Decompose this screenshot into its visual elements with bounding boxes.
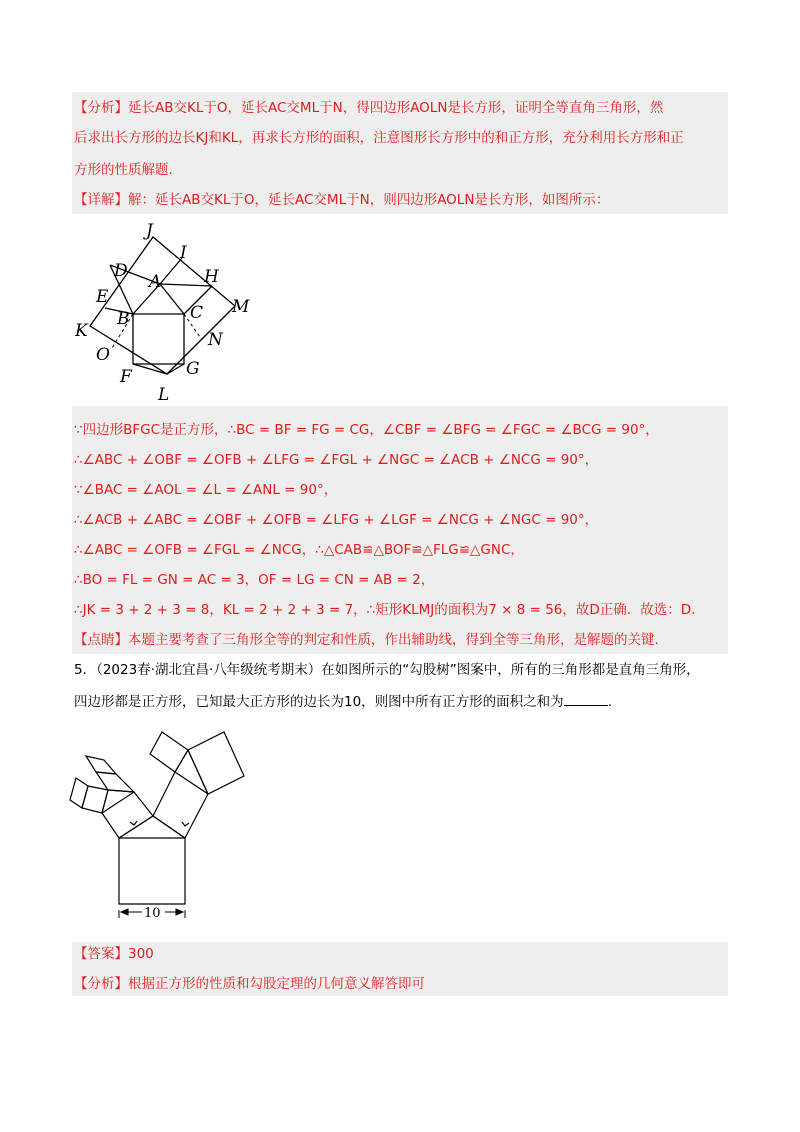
square-tiny-1 [70, 778, 88, 808]
label-j: J [146, 221, 153, 241]
label-n: N [208, 330, 223, 350]
comment-text: 本题主要考查了三角形全等的判定和性质，作出辅助线，得到全等三角形，是解题的关键. [128, 632, 659, 648]
label-i: I [180, 243, 187, 263]
question5-text-2: 四边形都是正方形，已知最大正方形的边长为10，则图中所有正方形的面积之和为 [74, 694, 564, 710]
detail-line [74, 190, 609, 210]
analysis1-line3: 方形的性质解题. [74, 162, 173, 178]
analysis1-text-1: 延长AB交KL于O，延长AC交ML于N，得四边形AOLN是长方形，证明全等直角三角形，然 [128, 100, 664, 116]
label-b: B [117, 309, 130, 329]
largest-square [119, 838, 185, 904]
proof-step-2: ∴∠ABC + ∠OBF = ∠OFB + ∠LFG = ∠FGL + ∠NGC = ∠ACB + ∠NCG = 90°， [74, 452, 599, 468]
right-angle-mark-1 [182, 822, 189, 826]
proof-step-1: ∵四边形BFGC是正方形，∴BC = BF = FG = CG，∠CBF = ∠BFG = ∠FGC = ∠BCG = 90°， [74, 422, 659, 438]
square-tiny-2 [86, 756, 116, 774]
analysis2-tag: 【分析】 [74, 976, 128, 992]
proof-step-4: ∴∠ACB + ∠ABC = ∠OBF + ∠OFB = ∠LFG + ∠LGF = ∠NCG + ∠NGC = 90°， [74, 512, 599, 528]
proof-step-6: ∴BO = FL = GN = AC = 3，OF = LG = CN = AB = 2， [74, 572, 435, 588]
right-angle-mark-2 [130, 821, 137, 825]
analysis1-tag: 【分析】 [74, 100, 128, 116]
label-l: L [158, 385, 170, 405]
proof-step-3: ∵∠BAC = ∠AOL = ∠L = ∠ANL = 90°， [74, 482, 338, 498]
analysis2-line [74, 974, 425, 994]
answer-line [74, 944, 154, 964]
analysis1-line1 [74, 98, 663, 118]
label-g: G [186, 359, 200, 379]
figure-rectangle-klmj [72, 220, 252, 406]
comment-tag: 【点睛】 [74, 632, 128, 648]
question5-line2: 四边形都是正方形，已知最大正方形的边长为10，则图中所有正方形的面积之和为 . [74, 694, 612, 710]
square-top-right [188, 732, 244, 794]
label-k: K [75, 321, 88, 341]
comment-line [74, 630, 659, 650]
label-f: F [120, 367, 132, 387]
answer-blank [564, 693, 608, 706]
analysis1-line2: 后求出长方形的边长KJ和KL，再求长方形的面积，注意图形长方形中的和正方形，充分利用长方形和正 [74, 130, 684, 146]
label-d: D [114, 261, 128, 281]
square-left [102, 792, 153, 838]
detail-tag: 【详解】 [74, 192, 128, 208]
label-e: E [96, 287, 109, 307]
square-right [153, 772, 208, 838]
label-o: O [96, 345, 110, 365]
dimension-label: 10 [144, 906, 161, 921]
label-c: C [190, 303, 204, 323]
label-h: H [204, 267, 219, 287]
answer-tag: 【答案】 [74, 946, 128, 962]
square-top-left [150, 732, 188, 772]
label-a: A [149, 272, 162, 292]
analysis2-text: 根据正方形的性质和勾股定理的几何意义解答即可 [128, 976, 425, 992]
label-m: M [232, 297, 250, 317]
proof-step-7: ∴JK = 3 + 2 + 3 = 8，KL = 2 + 2 + 3 = 7，∴矩形KLMJ的面积为7 × 8 = 56，故D正确．故选：D. [74, 602, 696, 618]
proof-step-5: ∴∠ABC = ∠OFB = ∠FGL = ∠NCG，∴△CAB≌△BOF≌△FLG≌△GNC， [74, 542, 524, 558]
square-small-left [82, 786, 108, 813]
question5-line1: 5．（2023春·湖北宜昌·八年级统考期末）在如图所示的“勾股树”图案中，所有的三角形都是直角三角形， [74, 662, 700, 678]
figure-pythagoras-tree [66, 716, 266, 926]
answer-value: 300 [128, 946, 154, 962]
detail-text: 解：延长AB交KL于O，延长AC交ML于N，则四边形AOLN是长方形，如图所示： [128, 192, 610, 208]
